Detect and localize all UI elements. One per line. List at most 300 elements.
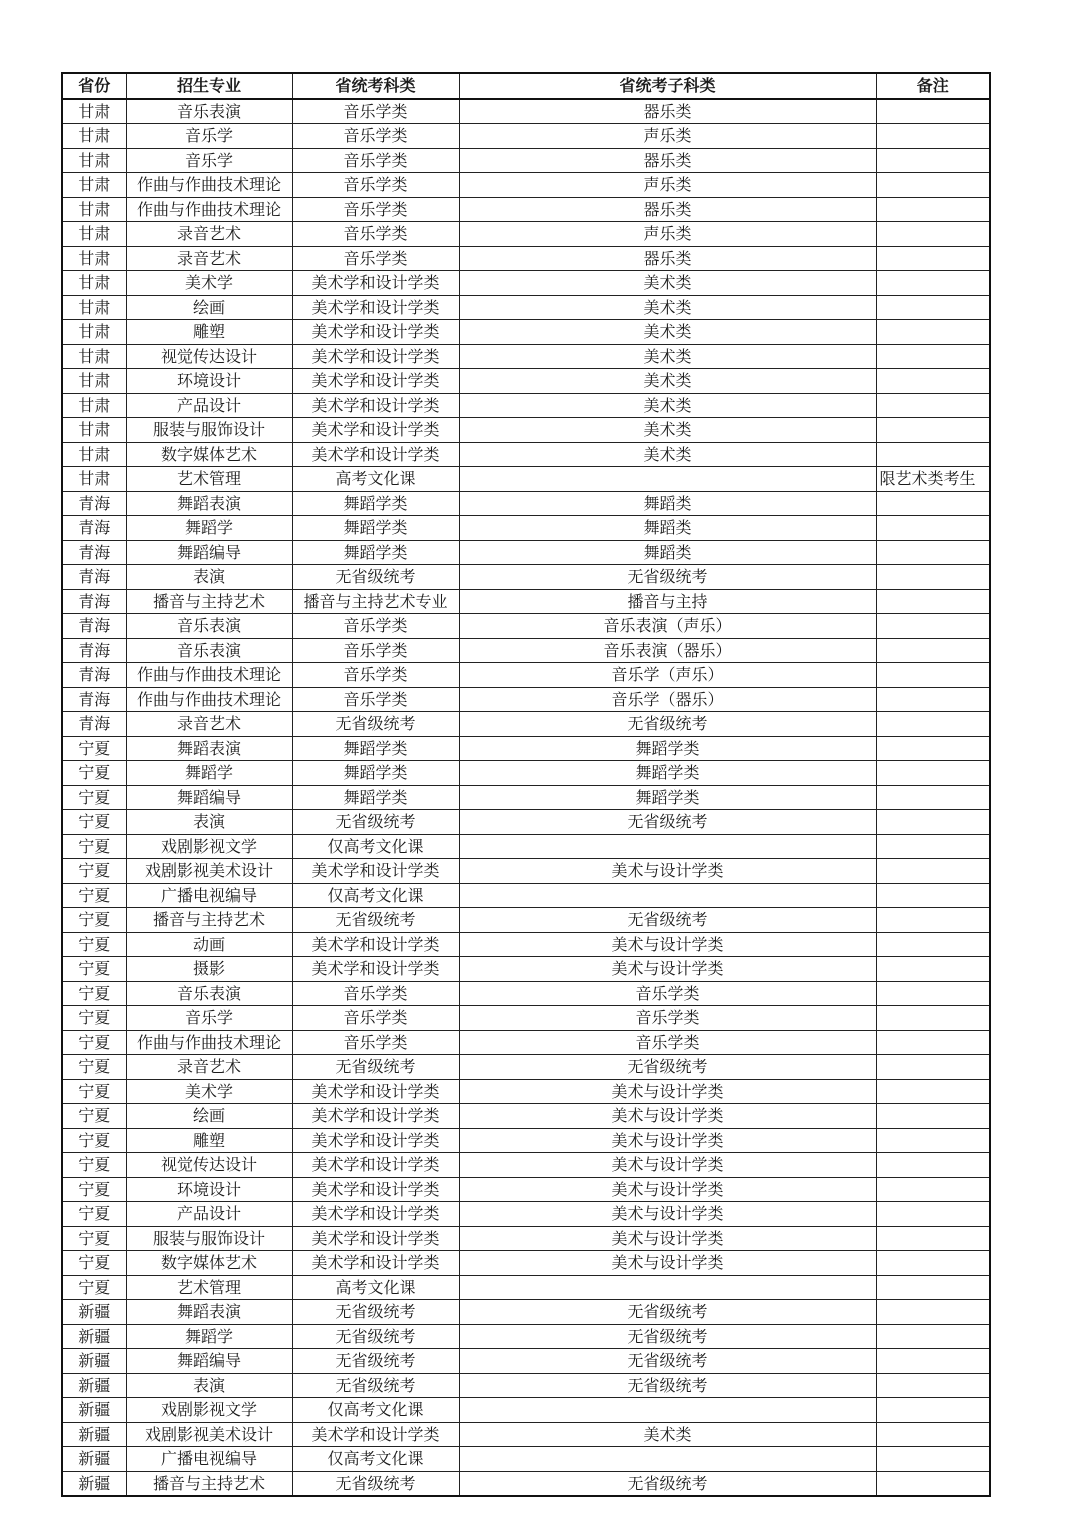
cell-exam-category: 美术学和设计学类	[292, 1104, 459, 1129]
cell-notes	[876, 1447, 990, 1472]
cell-exam-subcategory: 声乐类	[459, 222, 876, 247]
cell-exam-subcategory: 音乐表演（声乐）	[459, 614, 876, 639]
cell-exam-category: 无省级统考	[292, 1300, 459, 1325]
cell-province: 宁夏	[62, 1104, 126, 1129]
cell-exam-subcategory: 声乐类	[459, 124, 876, 149]
table-row	[62, 687, 990, 712]
cell-province: 甘肃	[62, 271, 126, 296]
cell-exam-subcategory: 器乐类	[459, 197, 876, 222]
table-row	[62, 222, 990, 247]
table-row	[62, 736, 990, 761]
cell-exam-category: 美术学和设计学类	[292, 442, 459, 467]
cell-notes	[876, 1300, 990, 1325]
cell-major: 播音与主持艺术	[126, 1471, 292, 1496]
cell-major: 舞蹈表演	[126, 1300, 292, 1325]
table-row	[62, 1030, 990, 1055]
cell-exam-category: 音乐学类	[292, 222, 459, 247]
cell-notes	[876, 418, 990, 443]
cell-major: 视觉传达设计	[126, 344, 292, 369]
cell-province: 宁夏	[62, 834, 126, 859]
table-row	[62, 859, 990, 884]
cell-exam-category: 音乐学类	[292, 124, 459, 149]
cell-province: 宁夏	[62, 1079, 126, 1104]
table-row	[62, 712, 990, 737]
cell-major: 音乐学	[126, 124, 292, 149]
cell-major: 作曲与作曲技术理论	[126, 1030, 292, 1055]
cell-province: 宁夏	[62, 1275, 126, 1300]
cell-exam-subcategory: 舞蹈学类	[459, 736, 876, 761]
cell-notes	[876, 859, 990, 884]
cell-exam-category: 舞蹈学类	[292, 785, 459, 810]
cell-notes	[876, 883, 990, 908]
cell-notes	[876, 124, 990, 149]
table-row	[62, 565, 990, 590]
cell-province: 新疆	[62, 1324, 126, 1349]
cell-notes	[876, 1055, 990, 1080]
cell-exam-subcategory: 美术与设计学类	[459, 1177, 876, 1202]
cell-exam-subcategory: 美术类	[459, 369, 876, 394]
cell-major: 艺术管理	[126, 467, 292, 492]
table-row	[62, 1251, 990, 1276]
cell-exam-subcategory	[459, 883, 876, 908]
cell-province: 甘肃	[62, 295, 126, 320]
cell-exam-subcategory: 无省级统考	[459, 565, 876, 590]
cell-notes	[876, 222, 990, 247]
cell-province: 青海	[62, 638, 126, 663]
cell-exam-subcategory: 舞蹈学类	[459, 785, 876, 810]
cell-province: 青海	[62, 565, 126, 590]
table-row	[62, 1226, 990, 1251]
cell-notes	[876, 1202, 990, 1227]
cell-major: 绘画	[126, 295, 292, 320]
cell-exam-category: 仅高考文化课	[292, 1447, 459, 1472]
cell-exam-category: 音乐学类	[292, 614, 459, 639]
cell-notes	[876, 246, 990, 271]
table-row	[62, 271, 990, 296]
cell-province: 甘肃	[62, 148, 126, 173]
cell-exam-category: 仅高考文化课	[292, 834, 459, 859]
table-row	[62, 957, 990, 982]
table-row	[62, 1300, 990, 1325]
table-body	[62, 99, 990, 1497]
cell-major: 戏剧影视美术设计	[126, 859, 292, 884]
cell-notes	[876, 614, 990, 639]
cell-exam-subcategory: 无省级统考	[459, 908, 876, 933]
cell-notes	[876, 1422, 990, 1447]
table-row	[62, 393, 990, 418]
cell-notes	[876, 687, 990, 712]
cell-exam-subcategory: 音乐学类	[459, 1030, 876, 1055]
cell-notes	[876, 1177, 990, 1202]
cell-province: 甘肃	[62, 442, 126, 467]
cell-province: 青海	[62, 614, 126, 639]
cell-notes	[876, 173, 990, 198]
cell-exam-subcategory: 美术类	[459, 295, 876, 320]
cell-province: 新疆	[62, 1398, 126, 1423]
table-row	[62, 1471, 990, 1496]
table-row	[62, 1006, 990, 1031]
cell-exam-subcategory: 舞蹈类	[459, 516, 876, 541]
table-row	[62, 663, 990, 688]
cell-province: 甘肃	[62, 222, 126, 247]
cell-exam-category: 美术学和设计学类	[292, 344, 459, 369]
table-row	[62, 124, 990, 149]
cell-province: 青海	[62, 589, 126, 614]
cell-exam-subcategory: 美术与设计学类	[459, 1079, 876, 1104]
cell-province: 宁夏	[62, 736, 126, 761]
cell-exam-category: 美术学和设计学类	[292, 271, 459, 296]
table-row	[62, 295, 990, 320]
table-header	[62, 73, 990, 99]
cell-exam-category: 舞蹈学类	[292, 761, 459, 786]
cell-notes	[876, 442, 990, 467]
cell-exam-subcategory: 舞蹈学类	[459, 761, 876, 786]
cell-major: 服装与服饰设计	[126, 418, 292, 443]
cell-exam-subcategory: 美术类	[459, 344, 876, 369]
table-row	[62, 369, 990, 394]
cell-exam-subcategory: 器乐类	[459, 246, 876, 271]
cell-notes	[876, 1275, 990, 1300]
cell-exam-subcategory	[459, 1398, 876, 1423]
table-row	[62, 246, 990, 271]
cell-exam-category: 音乐学类	[292, 173, 459, 198]
cell-major: 播音与主持艺术	[126, 589, 292, 614]
cell-exam-subcategory: 美术类	[459, 320, 876, 345]
cell-exam-category: 无省级统考	[292, 810, 459, 835]
cell-notes	[876, 638, 990, 663]
table-row	[62, 1324, 990, 1349]
cell-exam-subcategory: 无省级统考	[459, 1324, 876, 1349]
table-row	[62, 1128, 990, 1153]
cell-exam-category: 仅高考文化课	[292, 1398, 459, 1423]
cell-exam-subcategory: 无省级统考	[459, 810, 876, 835]
cell-province: 宁夏	[62, 1006, 126, 1031]
table-row	[62, 99, 990, 124]
cell-notes	[876, 810, 990, 835]
cell-notes	[876, 369, 990, 394]
cell-province: 宁夏	[62, 932, 126, 957]
cell-exam-subcategory: 音乐学（器乐）	[459, 687, 876, 712]
cell-exam-category: 美术学和设计学类	[292, 1226, 459, 1251]
cell-province: 宁夏	[62, 761, 126, 786]
cell-exam-subcategory	[459, 1275, 876, 1300]
cell-major: 舞蹈编导	[126, 785, 292, 810]
cell-major: 舞蹈编导	[126, 1349, 292, 1374]
cell-notes	[876, 736, 990, 761]
cell-exam-category: 美术学和设计学类	[292, 957, 459, 982]
cell-province: 新疆	[62, 1349, 126, 1374]
header-row	[62, 73, 990, 99]
cell-exam-subcategory: 美术类	[459, 1422, 876, 1447]
cell-major: 广播电视编导	[126, 883, 292, 908]
cell-exam-subcategory: 无省级统考	[459, 1349, 876, 1374]
cell-major: 数字媒体艺术	[126, 1251, 292, 1276]
cell-exam-category: 美术学和设计学类	[292, 1128, 459, 1153]
cell-exam-subcategory: 美术与设计学类	[459, 1202, 876, 1227]
table-row	[62, 173, 990, 198]
cell-major: 服装与服饰设计	[126, 1226, 292, 1251]
cell-province: 宁夏	[62, 908, 126, 933]
cell-exam-category: 美术学和设计学类	[292, 1251, 459, 1276]
cell-exam-category: 舞蹈学类	[292, 491, 459, 516]
table-row	[62, 540, 990, 565]
cell-exam-category: 音乐学类	[292, 1030, 459, 1055]
table-row	[62, 981, 990, 1006]
cell-notes	[876, 712, 990, 737]
table-row	[62, 785, 990, 810]
cell-province: 宁夏	[62, 1202, 126, 1227]
cell-exam-subcategory: 无省级统考	[459, 1300, 876, 1325]
cell-province: 青海	[62, 516, 126, 541]
cell-exam-category: 美术学和设计学类	[292, 418, 459, 443]
cell-exam-category: 无省级统考	[292, 1349, 459, 1374]
cell-major: 环境设计	[126, 1177, 292, 1202]
cell-exam-subcategory: 无省级统考	[459, 1055, 876, 1080]
cell-major: 环境设计	[126, 369, 292, 394]
cell-major: 艺术管理	[126, 1275, 292, 1300]
cell-exam-subcategory: 美术与设计学类	[459, 859, 876, 884]
cell-province: 甘肃	[62, 173, 126, 198]
cell-exam-subcategory: 声乐类	[459, 173, 876, 198]
cell-exam-category: 美术学和设计学类	[292, 1079, 459, 1104]
cell-notes	[876, 491, 990, 516]
cell-province: 新疆	[62, 1422, 126, 1447]
cell-major: 动画	[126, 932, 292, 957]
table-row	[62, 638, 990, 663]
header-major: 招生专业	[126, 73, 292, 99]
cell-notes	[876, 908, 990, 933]
table-row	[62, 491, 990, 516]
cell-exam-subcategory: 音乐学（声乐）	[459, 663, 876, 688]
cell-notes	[876, 761, 990, 786]
cell-notes	[876, 320, 990, 345]
cell-province: 甘肃	[62, 99, 126, 124]
cell-exam-category: 美术学和设计学类	[292, 859, 459, 884]
table-row	[62, 1079, 990, 1104]
table-row	[62, 1202, 990, 1227]
cell-province: 宁夏	[62, 1153, 126, 1178]
cell-major: 录音艺术	[126, 1055, 292, 1080]
cell-exam-category: 音乐学类	[292, 99, 459, 124]
cell-exam-subcategory: 美术与设计学类	[459, 1251, 876, 1276]
cell-notes	[876, 1006, 990, 1031]
cell-province: 宁夏	[62, 859, 126, 884]
cell-exam-category: 无省级统考	[292, 1373, 459, 1398]
table-row	[62, 614, 990, 639]
cell-exam-category: 美术学和设计学类	[292, 1177, 459, 1202]
cell-exam-category: 音乐学类	[292, 1006, 459, 1031]
cell-province: 甘肃	[62, 197, 126, 222]
cell-exam-category: 音乐学类	[292, 663, 459, 688]
header-province: 省份	[62, 73, 126, 99]
cell-exam-subcategory: 无省级统考	[459, 1373, 876, 1398]
cell-exam-subcategory: 器乐类	[459, 148, 876, 173]
cell-province: 新疆	[62, 1373, 126, 1398]
cell-notes	[876, 1104, 990, 1129]
cell-notes	[876, 99, 990, 124]
cell-province: 甘肃	[62, 418, 126, 443]
cell-notes	[876, 295, 990, 320]
cell-exam-category: 音乐学类	[292, 638, 459, 663]
cell-exam-subcategory: 器乐类	[459, 99, 876, 124]
cell-notes	[876, 1226, 990, 1251]
cell-exam-subcategory: 舞蹈类	[459, 540, 876, 565]
cell-notes: 限艺术类考生	[876, 467, 990, 492]
cell-major: 戏剧影视美术设计	[126, 1422, 292, 1447]
table-row	[62, 908, 990, 933]
cell-major: 作曲与作曲技术理论	[126, 197, 292, 222]
cell-major: 录音艺术	[126, 246, 292, 271]
cell-province: 宁夏	[62, 785, 126, 810]
cell-major: 音乐表演	[126, 614, 292, 639]
cell-province: 甘肃	[62, 344, 126, 369]
cell-exam-category: 美术学和设计学类	[292, 1422, 459, 1447]
cell-notes	[876, 957, 990, 982]
cell-exam-category: 无省级统考	[292, 1055, 459, 1080]
cell-exam-category: 美术学和设计学类	[292, 295, 459, 320]
cell-exam-subcategory: 美术与设计学类	[459, 1226, 876, 1251]
cell-major: 美术学	[126, 271, 292, 296]
cell-notes	[876, 1153, 990, 1178]
cell-province: 青海	[62, 663, 126, 688]
cell-notes	[876, 834, 990, 859]
table-row	[62, 834, 990, 859]
cell-exam-category: 美术学和设计学类	[292, 369, 459, 394]
table-row	[62, 883, 990, 908]
cell-province: 新疆	[62, 1447, 126, 1472]
cell-province: 宁夏	[62, 1128, 126, 1153]
cell-exam-category: 音乐学类	[292, 687, 459, 712]
table-row	[62, 442, 990, 467]
cell-exam-subcategory: 美术类	[459, 442, 876, 467]
spreadsheet-sheet	[61, 72, 989, 1497]
cell-major: 舞蹈学	[126, 1324, 292, 1349]
cell-major: 戏剧影视文学	[126, 834, 292, 859]
table-row	[62, 344, 990, 369]
cell-exam-category: 音乐学类	[292, 981, 459, 1006]
cell-province: 甘肃	[62, 369, 126, 394]
cell-notes	[876, 1079, 990, 1104]
cell-notes	[876, 1324, 990, 1349]
cell-province: 青海	[62, 491, 126, 516]
header-exam-subcategory: 省统考子科类	[459, 73, 876, 99]
cell-notes	[876, 589, 990, 614]
cell-exam-subcategory	[459, 834, 876, 859]
cell-major: 音乐表演	[126, 638, 292, 663]
cell-notes	[876, 1251, 990, 1276]
cell-exam-category: 高考文化课	[292, 1275, 459, 1300]
cell-exam-category: 无省级统考	[292, 1471, 459, 1496]
cell-major: 舞蹈学	[126, 516, 292, 541]
cell-major: 舞蹈编导	[126, 540, 292, 565]
table-row	[62, 1447, 990, 1472]
cell-exam-category: 无省级统考	[292, 565, 459, 590]
cell-province: 宁夏	[62, 957, 126, 982]
table-row	[62, 810, 990, 835]
cell-exam-category: 仅高考文化课	[292, 883, 459, 908]
table-row	[62, 320, 990, 345]
cell-exam-subcategory: 无省级统考	[459, 1471, 876, 1496]
cell-exam-subcategory: 美术类	[459, 271, 876, 296]
cell-major: 产品设计	[126, 393, 292, 418]
cell-exam-subcategory: 美术与设计学类	[459, 1104, 876, 1129]
table-row	[62, 932, 990, 957]
cell-major: 作曲与作曲技术理论	[126, 687, 292, 712]
cell-province: 青海	[62, 687, 126, 712]
table-row	[62, 467, 990, 492]
cell-exam-subcategory: 美术与设计学类	[459, 932, 876, 957]
cell-province: 宁夏	[62, 1251, 126, 1276]
cell-exam-category: 音乐学类	[292, 246, 459, 271]
cell-exam-category: 美术学和设计学类	[292, 320, 459, 345]
cell-exam-subcategory: 播音与主持	[459, 589, 876, 614]
table-row	[62, 1422, 990, 1447]
table-row	[62, 761, 990, 786]
cell-province: 宁夏	[62, 1055, 126, 1080]
cell-province: 甘肃	[62, 246, 126, 271]
cell-notes	[876, 197, 990, 222]
cell-major: 录音艺术	[126, 712, 292, 737]
cell-notes	[876, 271, 990, 296]
cell-exam-subcategory	[459, 467, 876, 492]
cell-notes	[876, 932, 990, 957]
table-row	[62, 1275, 990, 1300]
cell-exam-category: 无省级统考	[292, 1324, 459, 1349]
header-notes: 备注	[876, 73, 990, 99]
cell-major: 表演	[126, 810, 292, 835]
cell-exam-subcategory: 美术与设计学类	[459, 1128, 876, 1153]
cell-notes	[876, 1471, 990, 1496]
cell-exam-category: 音乐学类	[292, 197, 459, 222]
cell-exam-category: 舞蹈学类	[292, 516, 459, 541]
cell-exam-category: 无省级统考	[292, 908, 459, 933]
table-row	[62, 197, 990, 222]
cell-exam-subcategory: 美术与设计学类	[459, 1153, 876, 1178]
cell-exam-subcategory: 美术类	[459, 418, 876, 443]
cell-major: 雕塑	[126, 320, 292, 345]
cell-major: 视觉传达设计	[126, 1153, 292, 1178]
table-row	[62, 589, 990, 614]
table-row	[62, 516, 990, 541]
cell-notes	[876, 785, 990, 810]
cell-province: 宁夏	[62, 981, 126, 1006]
cell-major: 作曲与作曲技术理论	[126, 173, 292, 198]
cell-province: 甘肃	[62, 393, 126, 418]
cell-exam-category: 播音与主持艺术专业	[292, 589, 459, 614]
cell-major: 戏剧影视文学	[126, 1398, 292, 1423]
cell-major: 作曲与作曲技术理论	[126, 663, 292, 688]
cell-major: 绘画	[126, 1104, 292, 1129]
cell-province: 宁夏	[62, 1030, 126, 1055]
cell-notes	[876, 1349, 990, 1374]
table-row	[62, 1104, 990, 1129]
cell-major: 舞蹈表演	[126, 491, 292, 516]
cell-major: 录音艺术	[126, 222, 292, 247]
cell-province: 青海	[62, 712, 126, 737]
table-row	[62, 418, 990, 443]
cell-major: 音乐学	[126, 148, 292, 173]
cell-major: 音乐表演	[126, 981, 292, 1006]
cell-exam-subcategory: 舞蹈类	[459, 491, 876, 516]
table-row	[62, 1349, 990, 1374]
cell-major: 表演	[126, 565, 292, 590]
cell-exam-subcategory: 美术类	[459, 393, 876, 418]
cell-major: 音乐学	[126, 1006, 292, 1031]
cell-notes	[876, 516, 990, 541]
cell-major: 播音与主持艺术	[126, 908, 292, 933]
cell-exam-subcategory: 音乐学类	[459, 1006, 876, 1031]
cell-exam-subcategory	[459, 1447, 876, 1472]
